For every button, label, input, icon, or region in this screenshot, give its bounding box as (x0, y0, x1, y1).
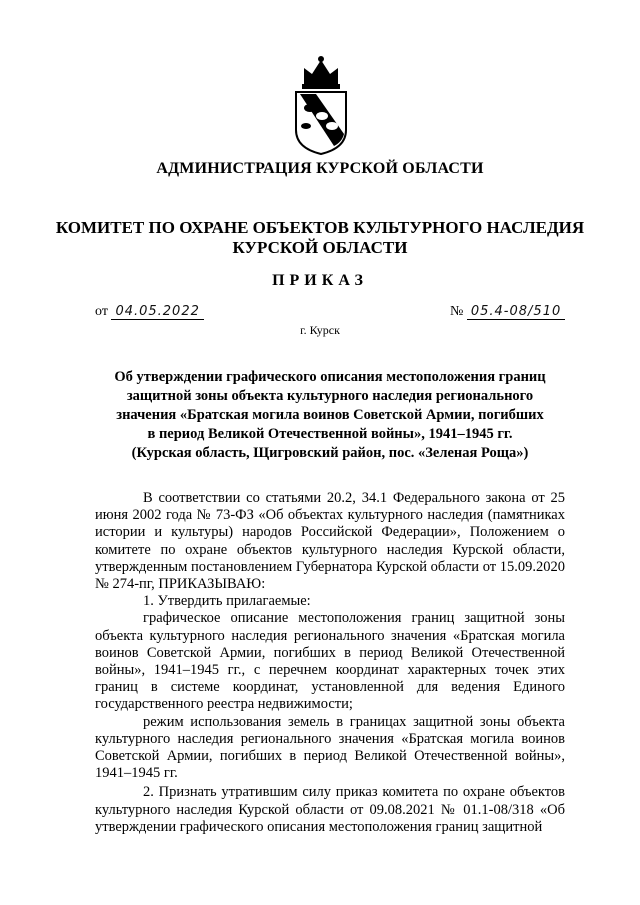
title-line: защитной зоны объекта культурного наследия регионального (126, 388, 534, 404)
administration-heading: АДМИНИСТРАЦИЯ КУРСКОЙ ОБЛАСТИ (156, 160, 484, 177)
title-line: в период Великой Отечественной войны», 1941–1945 гг. (147, 426, 513, 442)
committee-heading (0, 218, 640, 258)
paragraph: В соответствии со статьями 20.2, 34.1 Федерального закона от 25 июня 2002 года № 73-ФЗ «Об объектах культурного наследия (памятниках истории и культуры) народов Российской Федерации», Положением о комитете по охране объектов культурного наследия Курской области, утвержденным постановлением Губернатора Курской области от 15.09.2020 № 274-пг, ПРИКАЗЫВАЮ: (95, 490, 565, 593)
city: г. Курск (300, 323, 340, 337)
title-line: (Курская область, Щигровский район, пос. «Зеленая Роща») (131, 445, 529, 461)
committee-heading-line1: КОМИТЕТ ПО ОХРАНЕ ОБЪЕКТОВ КУЛЬТУРНОГО НАСЛЕДИЯ (55, 218, 585, 237)
coat-of-arms-icon (290, 54, 352, 156)
order-body (95, 490, 565, 836)
number-prefix: № (450, 304, 464, 319)
title-line: Об утверждении графического описания местоположения границ (114, 369, 546, 385)
paragraph: графическое описание местоположения границ защитной зоны объекта культурного наследия регионального значения «Братская могила воинов Советской Армии, погибших в период Великой Отечественной войны», 1941–1945 гг., с перечнем координат характерных точек этих границ в системе координат, установленной для ведения Единого государственного реестра недвижимости; (95, 610, 565, 713)
committee-heading-line2: КУРСКОЙ ОБЛАСТИ (232, 238, 408, 257)
number-value: 05.4-08/510 (467, 304, 565, 320)
date-line (95, 304, 204, 320)
date-prefix: от (95, 304, 108, 319)
paragraph: режим использования земель в границах защитной зоны объекта культурного наследия регионального значения «Братская могила воинов Советской Армии, погибших в период Великой Отечественной войны», 1941–1945 гг. (95, 713, 565, 782)
number-line (450, 304, 565, 320)
title-line: значения «Братская могила воинов Советской Армии, погибших (116, 407, 544, 423)
paragraph: 2. Признать утратившим силу приказ комитета по охране объектов культурного наследия Курской области от 09.08.2021 № 01.1-08/318 «Об утверждении графического описания местоположения границ защитной (95, 784, 565, 835)
date-value: 04.05.2022 (111, 304, 203, 320)
paragraph: 1. Утвердить прилагаемые: (143, 593, 311, 610)
order-title (95, 368, 565, 463)
document-type: ПРИКАЗ (272, 272, 368, 289)
